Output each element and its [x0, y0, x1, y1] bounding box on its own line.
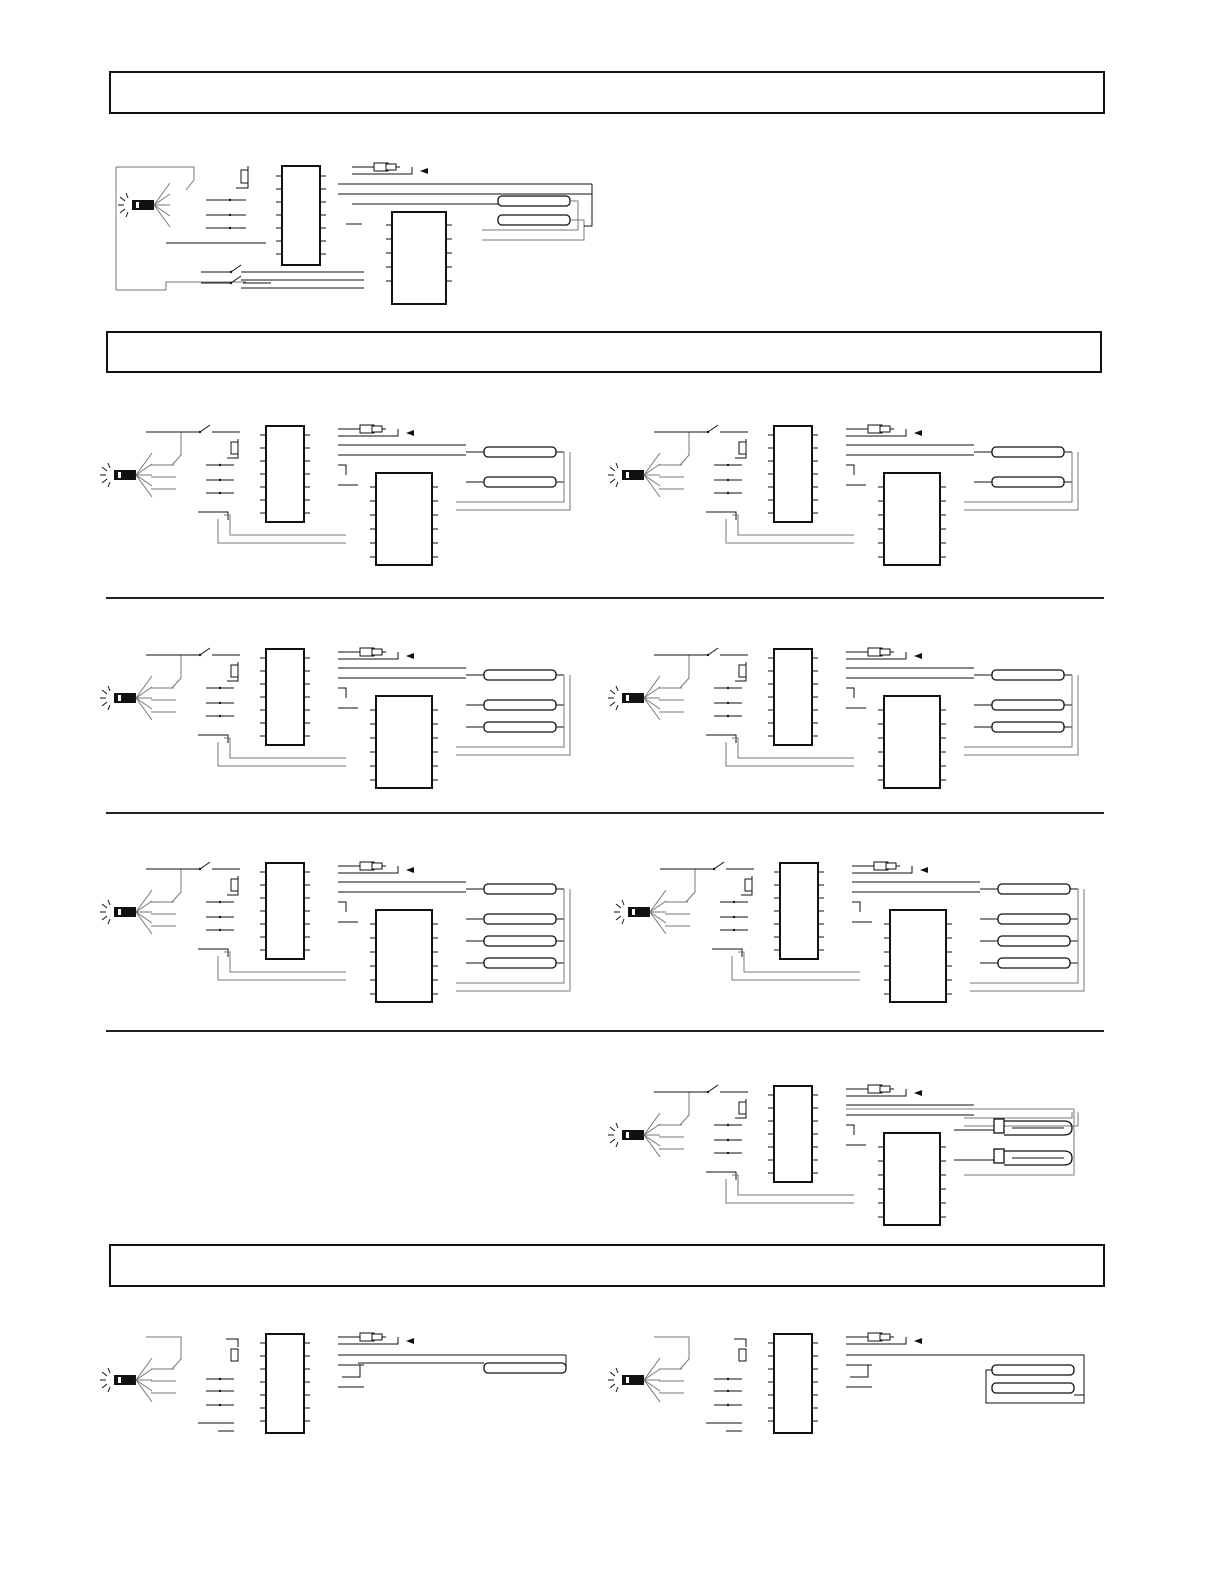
wiring-diagram-4: [106, 638, 586, 798]
ballast-box: [266, 649, 304, 745]
terminal-dot: [733, 916, 735, 918]
terminal-dot: [727, 1124, 729, 1126]
ballast-box: [780, 863, 818, 959]
switch-contact: [707, 431, 709, 433]
lamp-tube: [992, 1383, 1074, 1393]
resistor-icon: [886, 863, 896, 869]
wiring-diagram-8: [614, 1075, 1094, 1235]
wire: [852, 902, 860, 912]
wire: [198, 949, 228, 957]
lamp-tube: [998, 884, 1070, 894]
terminal-dot: [727, 1378, 729, 1380]
lamp-tube: [484, 722, 556, 732]
terminal-dot: [219, 715, 221, 717]
lamp-tube: [484, 914, 556, 924]
sensor-icon: [100, 890, 152, 934]
terminal-dot: [727, 1139, 729, 1141]
arrow-icon: [406, 653, 414, 659]
terminal-dot: [229, 199, 231, 201]
wire: [964, 675, 1072, 747]
switch-contact: [713, 868, 715, 870]
arrow-icon: [914, 653, 922, 659]
row-divider: [106, 812, 1104, 814]
inverter-box: [376, 910, 432, 1002]
test-switch-icon: [739, 442, 746, 454]
terminal-dot: [229, 214, 231, 216]
wire: [846, 465, 854, 475]
switch-contact: [199, 868, 201, 870]
ballast-box: [282, 166, 320, 265]
inverter-box: [884, 696, 940, 788]
section-header-box-1: [109, 71, 1105, 114]
wire: [964, 1112, 1078, 1126]
wire: [584, 184, 592, 226]
lamp-tube: [998, 958, 1070, 968]
switch-blade: [708, 648, 718, 655]
wire: [850, 1365, 868, 1377]
switch-blade: [231, 265, 241, 272]
terminal-dot: [219, 702, 221, 704]
arrow-icon: [914, 1338, 922, 1344]
resistor-icon: [372, 426, 382, 432]
wire: [734, 1339, 746, 1347]
sensor-icon: [614, 890, 666, 934]
terminal-dot: [219, 1404, 221, 1406]
wire: [1074, 1355, 1084, 1395]
lamp-tube: [484, 700, 556, 710]
wire: [172, 869, 181, 902]
lamp-tube: [992, 700, 1064, 710]
terminal-dot: [727, 464, 729, 466]
terminal-dot: [727, 1404, 729, 1406]
terminal-dot: [727, 492, 729, 494]
sensor-icon: [100, 453, 152, 497]
wire: [338, 465, 346, 475]
wiring-diagram-svg: [106, 415, 586, 575]
wire: [116, 167, 194, 190]
ballast-box: [266, 1334, 304, 1433]
resistor-icon: [372, 863, 382, 869]
section-header-box-3: [109, 1244, 1105, 1287]
lamp-base: [994, 1119, 1004, 1133]
lamp-tube: [484, 884, 556, 894]
wiring-diagram-svg: [614, 415, 1094, 575]
ballast-box: [774, 426, 812, 522]
row-divider: [106, 1030, 1104, 1032]
terminal-dot: [727, 715, 729, 717]
lamp-tube: [992, 477, 1064, 487]
wire: [846, 688, 854, 698]
resistor-icon: [386, 164, 396, 170]
terminal-dot: [733, 901, 735, 903]
wire: [712, 949, 742, 957]
inverter-box: [884, 473, 940, 565]
terminal-dot: [219, 916, 221, 918]
terminal-dot: [727, 1152, 729, 1154]
sensor-icon: [608, 1358, 660, 1402]
wire: [964, 675, 1078, 755]
ballast-box: [774, 1334, 812, 1433]
terminal-dot: [219, 479, 221, 481]
wiring-diagram-5: [614, 638, 1094, 798]
resistor-icon: [880, 1086, 890, 1092]
resistor-icon: [372, 649, 382, 655]
resistor-icon: [880, 649, 890, 655]
terminal-dot: [219, 464, 221, 466]
wiring-diagram-svg: [620, 852, 1100, 1012]
lamp-tube: [484, 1363, 566, 1373]
inverter-box: [392, 212, 446, 304]
wire: [456, 675, 564, 747]
wire: [198, 512, 228, 520]
test-switch-icon: [739, 1349, 746, 1361]
wire: [846, 1125, 854, 1135]
ballast-box: [774, 1086, 812, 1182]
lamp-tube: [998, 936, 1070, 946]
switch-contact: [199, 654, 201, 656]
terminal-dot: [727, 702, 729, 704]
wire: [338, 688, 346, 698]
lamp-base: [994, 1149, 1004, 1163]
switch-contact: [707, 1091, 709, 1093]
test-switch-icon: [241, 170, 248, 183]
arrow-icon: [920, 867, 928, 873]
wiring-diagram-1: [106, 150, 606, 310]
lamp-tube: [498, 196, 570, 206]
ballast-box: [774, 649, 812, 745]
test-switch-icon: [739, 1102, 746, 1114]
test-switch-icon: [231, 665, 238, 677]
resistor-icon: [372, 1334, 382, 1340]
switch-blade: [708, 425, 718, 432]
wire: [172, 432, 181, 465]
test-switch-icon: [745, 879, 752, 891]
wire: [172, 655, 181, 688]
test-switch-icon: [739, 665, 746, 677]
switch-contact: [199, 431, 201, 433]
inverter-box: [884, 1133, 940, 1225]
switch-contact: [230, 271, 232, 273]
wiring-diagram-2: [106, 415, 586, 575]
lamp-tube: [498, 215, 570, 225]
sensor-icon: [608, 676, 660, 720]
wire: [680, 1092, 689, 1125]
wire: [686, 869, 695, 902]
lamp-tube: [992, 1365, 1074, 1375]
wire: [706, 1172, 736, 1180]
arrow-icon: [914, 430, 922, 436]
wire: [342, 1365, 360, 1377]
inverter-box: [376, 696, 432, 788]
wire: [226, 1339, 238, 1347]
wiring-diagram-6: [106, 852, 586, 1012]
sensor-icon: [608, 453, 660, 497]
sensor-icon: [100, 676, 152, 720]
wire: [146, 1337, 181, 1369]
wiring-diagram-9: [106, 1325, 586, 1445]
resistor-icon: [880, 1334, 890, 1340]
wire: [680, 655, 689, 688]
wiring-diagram-svg: [106, 150, 606, 310]
terminal-dot: [727, 687, 729, 689]
terminal-dot: [219, 492, 221, 494]
lamp-tube: [998, 914, 1070, 924]
inverter-box: [890, 910, 946, 1002]
terminal-dot: [733, 929, 735, 931]
switch-contact: [707, 654, 709, 656]
switch-blade: [708, 1085, 718, 1092]
ballast-box: [266, 426, 304, 522]
lamp-tube: [992, 722, 1064, 732]
arrow-icon: [406, 1338, 414, 1344]
switch-blade: [200, 425, 210, 432]
wiring-diagram-svg: [614, 638, 1094, 798]
lamp-tube: [484, 477, 556, 487]
lamp-tube: [992, 670, 1064, 680]
section-header-box-2: [106, 331, 1102, 373]
lamp-tube: [992, 447, 1064, 457]
lamp-tube: [484, 936, 556, 946]
sensor-icon: [608, 1113, 660, 1157]
wiring-diagram-svg: [106, 852, 586, 1012]
wiring-diagram-svg: [106, 638, 586, 798]
wire: [964, 1112, 1072, 1118]
row-divider: [106, 597, 1104, 599]
arrow-icon: [406, 867, 414, 873]
wire: [706, 512, 736, 520]
terminal-dot: [229, 227, 231, 229]
lamp-tube: [484, 958, 556, 968]
ballast-box: [266, 863, 304, 959]
sensor-icon: [100, 1358, 152, 1402]
wire: [654, 1337, 689, 1369]
terminal-dot: [219, 1390, 221, 1392]
wire: [456, 675, 570, 755]
wire: [706, 735, 736, 743]
arrow-icon: [420, 168, 428, 174]
terminal-dot: [219, 687, 221, 689]
lamp-tube: [484, 670, 556, 680]
wire: [198, 735, 228, 743]
inverter-box: [376, 473, 432, 565]
test-switch-icon: [231, 442, 238, 454]
wire: [338, 902, 346, 912]
wire: [680, 432, 689, 465]
test-switch-icon: [231, 879, 238, 891]
wiring-diagram-3: [614, 415, 1094, 575]
wiring-diagram-svg: [614, 1325, 1094, 1445]
wiring-diagram-10: [614, 1325, 1094, 1445]
terminal-dot: [727, 479, 729, 481]
arrow-icon: [406, 430, 414, 436]
terminal-dot: [219, 1378, 221, 1380]
resistor-icon: [880, 426, 890, 432]
switch-blade: [714, 862, 724, 869]
test-switch-icon: [231, 1349, 238, 1361]
sensor-icon: [118, 183, 170, 227]
wiring-diagram-svg: [614, 1075, 1094, 1235]
switch-blade: [200, 648, 210, 655]
terminal-dot: [219, 901, 221, 903]
wiring-diagram-7: [620, 852, 1100, 1012]
switch-contact: [230, 282, 232, 284]
wiring-diagram-svg: [106, 1325, 586, 1445]
switch-blade: [200, 862, 210, 869]
terminal-dot: [727, 1390, 729, 1392]
arrow-icon: [914, 1090, 922, 1096]
lamp-tube: [484, 447, 556, 457]
terminal-dot: [219, 929, 221, 931]
